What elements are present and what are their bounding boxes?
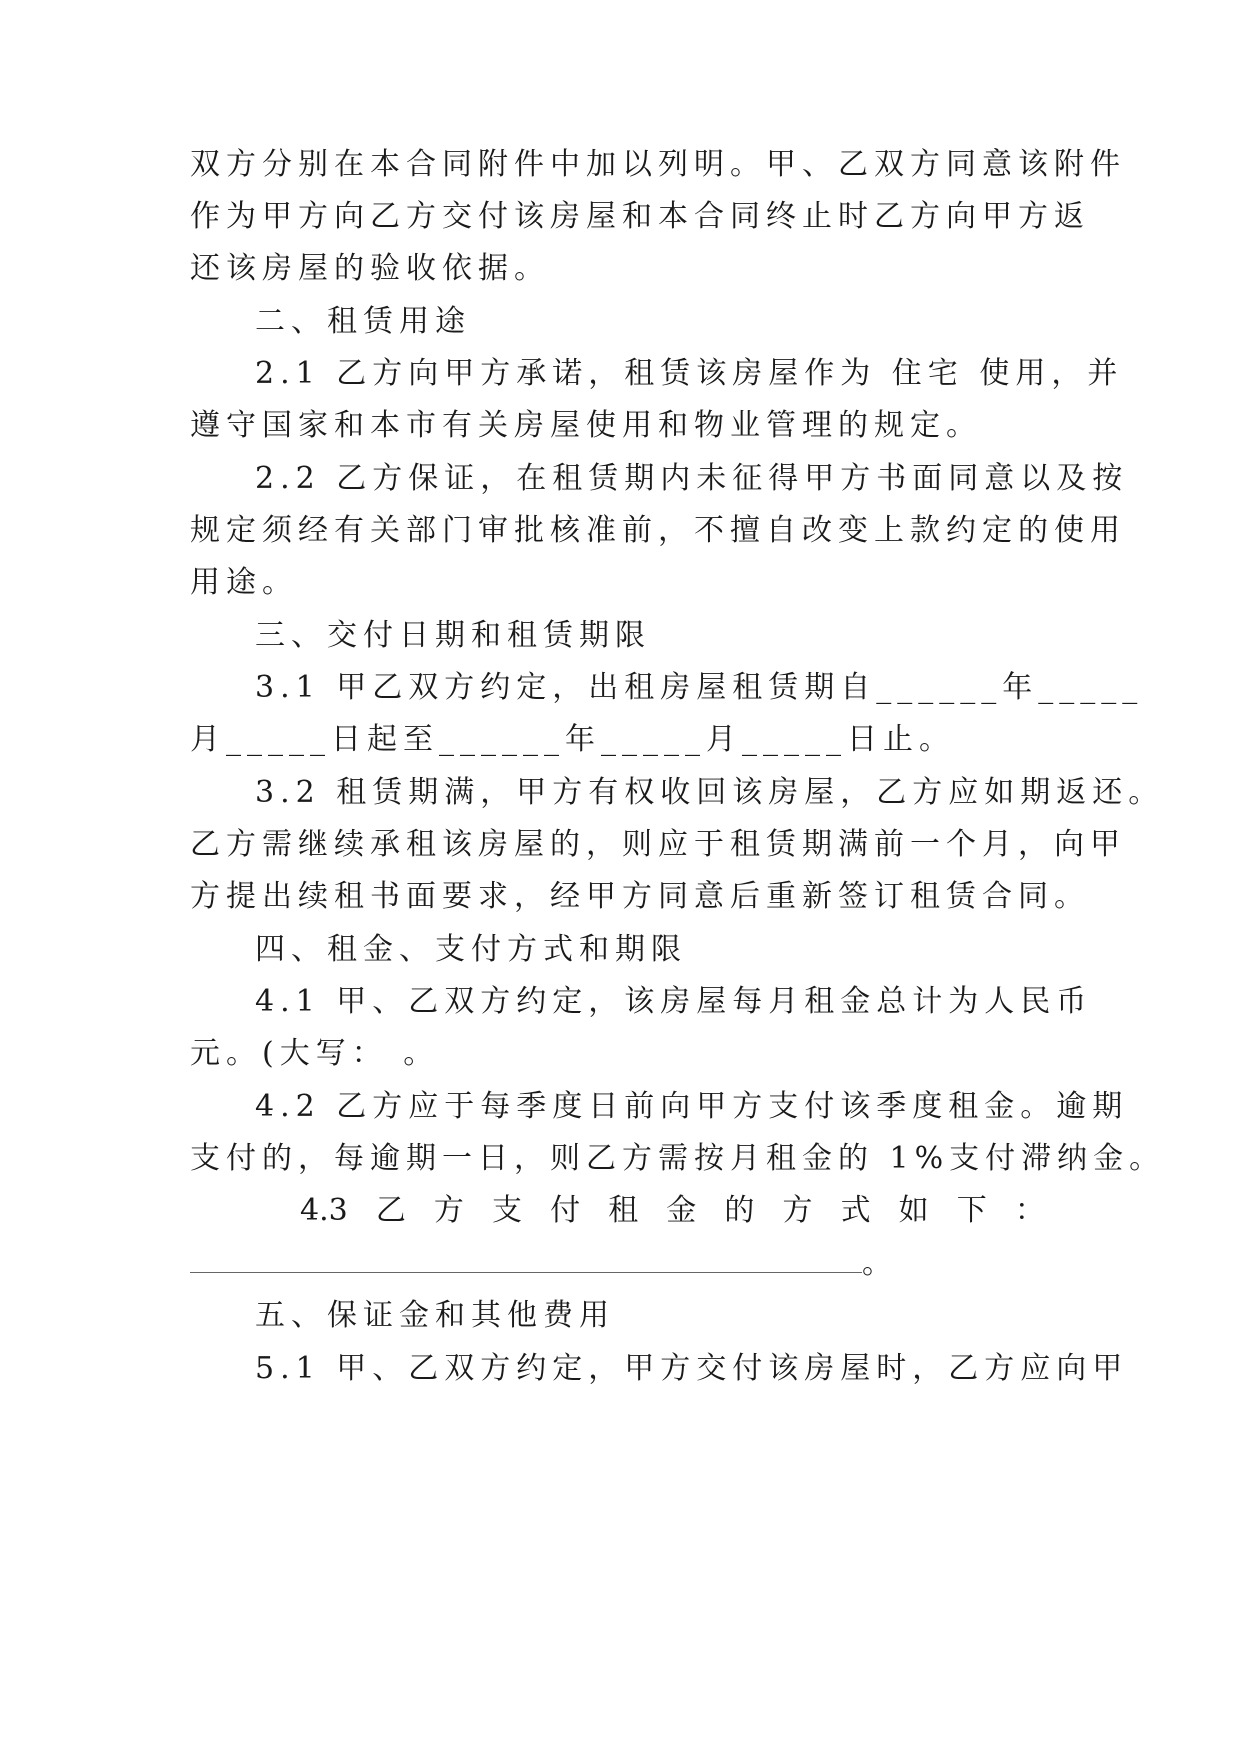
- paragraph-line: 3.2 租赁期满，甲方有权收回该房屋，乙方应如期返还。: [255, 775, 1165, 810]
- fill-in-line: [190, 1244, 890, 1284]
- paragraph-line: 2.2 乙方保证，在租赁期内未征得甲方书面同意以及按: [255, 461, 1129, 496]
- spread-char: 方: [433, 1193, 464, 1228]
- spread-char: 租: [608, 1193, 639, 1228]
- spread-char: 下: [956, 1193, 987, 1228]
- paragraph-line: 还该房屋的验收依据。: [190, 251, 550, 286]
- section-heading: 四、租金、支付方式和期限: [255, 932, 687, 967]
- spread-char: 金: [666, 1193, 697, 1228]
- paragraph-line: 元。(大写： 。: [190, 1036, 440, 1071]
- paragraph-line: 遵守国家和本市有关房屋使用和物业管理的规定。: [190, 408, 982, 443]
- spread-paragraph-line: [300, 1191, 1045, 1231]
- paragraph-line: 用途。: [190, 565, 298, 600]
- paragraph-line: 支付的，每逾期一日，则乙方需按月租金的 1%支付滞纳金。: [190, 1141, 1166, 1176]
- spread-char: 乙: [375, 1193, 406, 1228]
- paragraph-line: 3.1 甲乙双方约定，出租房屋租赁期自______年_____: [255, 670, 1144, 705]
- rule-end-punct: 。: [862, 1246, 892, 1281]
- paragraph-line: 规定须经有关部门审批核准前，不擅自改变上款约定的使用: [190, 513, 1126, 548]
- spread-char: 如: [898, 1193, 929, 1228]
- spread-char: 付: [550, 1193, 581, 1228]
- spread-char: 支: [492, 1193, 522, 1228]
- spread-char: 4.3: [300, 1193, 348, 1228]
- spread-char: 的: [724, 1193, 755, 1228]
- spread-char: 方: [782, 1193, 813, 1228]
- paragraph-line: 5.1 甲、乙双方约定，甲方交付该房屋时，乙方应向甲: [255, 1351, 1129, 1386]
- paragraph-line: 乙方需继续承租该房屋的，则应于租赁期满前一个月，向甲: [190, 827, 1126, 862]
- blank-rule: [190, 1248, 862, 1273]
- paragraph-line: 4.1 甲、乙双方约定，该房屋每月租金总计为人民币: [255, 984, 1093, 1019]
- spread-char: ：: [1014, 1193, 1045, 1228]
- spread-char: 式: [840, 1193, 871, 1228]
- paragraph-line: 方提出续租书面要求，经甲方同意后重新签订租赁合同。: [190, 879, 1090, 914]
- paragraph-line: 双方分别在本合同附件中加以列明。甲、乙双方同意该附件: [190, 147, 1126, 182]
- section-heading: 三、交付日期和租赁期限: [255, 618, 651, 653]
- section-heading: 五、保证金和其他费用: [255, 1298, 615, 1333]
- paragraph-line: 月_____日起至______年_____月_____日止。: [190, 722, 955, 757]
- paragraph-line: 2.1 乙方向甲方承诺，租赁该房屋作为 住宅 使用，并: [255, 356, 1124, 391]
- paragraph-line: 作为甲方向乙方交付该房屋和本合同终止时乙方向甲方返: [190, 199, 1090, 234]
- section-heading: 二、租赁用途: [255, 304, 471, 339]
- paragraph-line: 4.2 乙方应于每季度日前向甲方支付该季度租金。逾期: [255, 1089, 1129, 1124]
